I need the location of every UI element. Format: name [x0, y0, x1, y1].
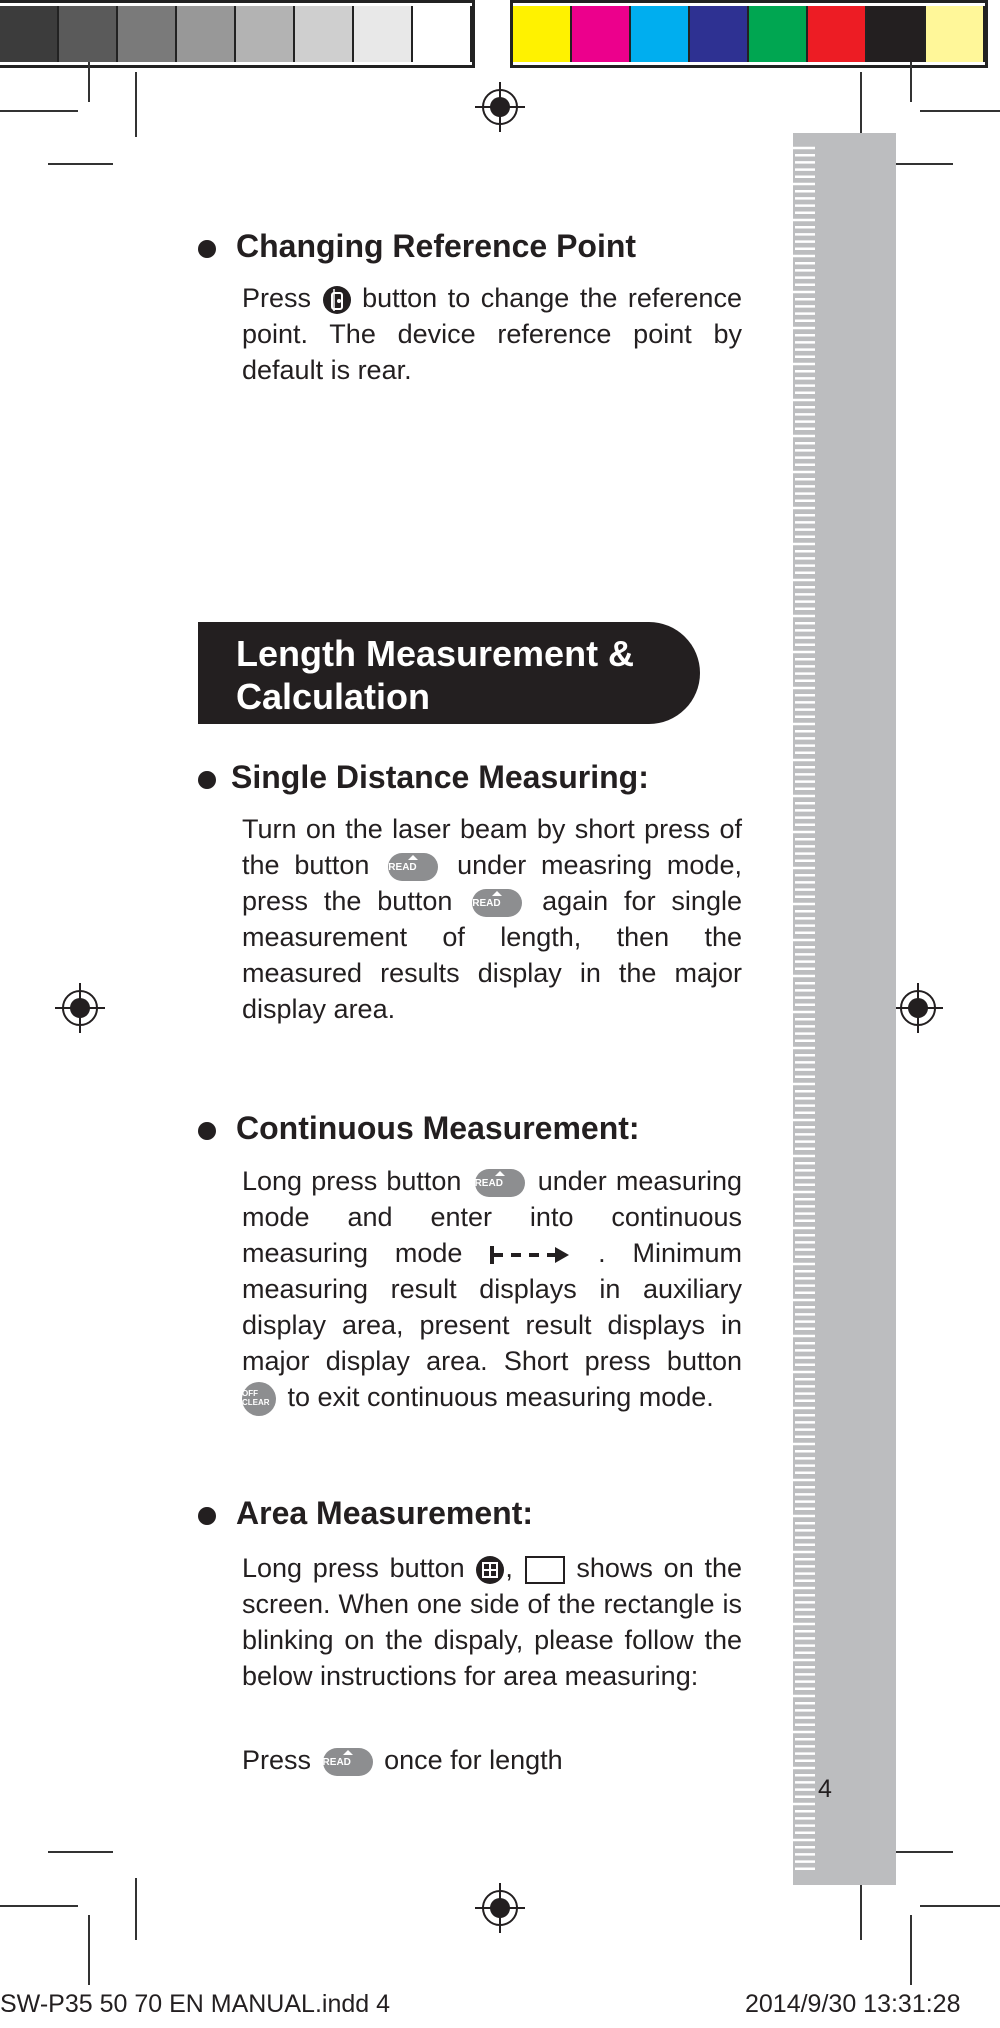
- read-button-icon: READ: [323, 1748, 373, 1776]
- area-text-2: ,: [505, 1553, 513, 1583]
- heading-area-measurement: Area Measurement:: [236, 1495, 533, 1531]
- single-text-1: Turn on the laser beam by short press of the button: [242, 814, 742, 880]
- crop-mark: [910, 62, 912, 102]
- page-number: 4: [818, 1775, 832, 1803]
- footer-datetime: 2014/9/30 13:31:28: [745, 1990, 961, 2018]
- color-swatch: [236, 6, 295, 62]
- press-text: Press: [242, 283, 312, 313]
- color-swatch: [690, 6, 749, 62]
- banner-line1: Length Measurement &: [236, 633, 635, 674]
- read-button-icon: READ: [475, 1169, 525, 1197]
- color-swatch: [631, 6, 690, 62]
- bullet-icon: [198, 1122, 216, 1140]
- crop-mark: [88, 1915, 90, 1985]
- paragraph-continuous: [242, 1163, 742, 1416]
- footer-file-name: SW-P35 50 70 EN MANUAL.indd 4: [0, 1990, 391, 2018]
- crop-mark: [888, 163, 953, 165]
- crop-mark: [135, 1878, 137, 1940]
- color-calibration-bar: [510, 0, 988, 68]
- reference-point-button-icon: [322, 284, 352, 316]
- bullet-icon: [198, 771, 216, 789]
- area-function-button-icon: [475, 1555, 505, 1585]
- continuous-text-4: to exit continuous measuring mode.: [287, 1382, 714, 1412]
- color-swatch: [177, 6, 236, 62]
- off-label: OFF: [242, 1388, 258, 1398]
- color-swatch: [749, 6, 808, 62]
- color-swatch: [118, 6, 177, 62]
- registration-mark-icon: [475, 1883, 525, 1933]
- crop-mark: [860, 1878, 862, 1940]
- rectangle-display-icon: [524, 1555, 566, 1585]
- color-swatch: [926, 6, 985, 62]
- crop-mark: [888, 1851, 953, 1853]
- crop-mark: [860, 72, 862, 137]
- area-text-3: shows on the screen. When one side of the rectangle is blinking on the dispaly, please follow the below instructions for area measuring:: [242, 1553, 742, 1691]
- bullet-icon: [198, 240, 216, 258]
- read-button-icon: READ: [472, 889, 522, 917]
- section-banner-length-measurement: [198, 622, 700, 724]
- registration-mark-icon: [475, 82, 525, 132]
- single-text-2: under measring mode, press the button: [242, 850, 742, 916]
- registration-mark-icon: [55, 983, 105, 1033]
- paragraph-area: [242, 1550, 742, 1694]
- color-swatch: [808, 6, 867, 62]
- continuous-text-2: under measuring mode and enter into continuous measuring mode: [242, 1166, 742, 1268]
- color-swatch: [867, 6, 926, 62]
- crop-mark: [920, 110, 1000, 112]
- heading-continuous-measurement: Continuous Measurement:: [236, 1110, 640, 1146]
- paragraph-area-press: [242, 1742, 742, 1778]
- color-swatch: [59, 6, 118, 62]
- crop-mark: [0, 110, 78, 112]
- area-text-1: Long press button: [242, 1553, 465, 1583]
- paragraph-reference-rest: point. The device reference point by default is rear.: [242, 319, 742, 385]
- crop-mark: [920, 1905, 1000, 1907]
- paragraph-reference-line1: [242, 280, 742, 316]
- paragraph-single-distance: [242, 811, 742, 1027]
- color-swatch: [0, 6, 59, 62]
- heading-changing-reference-point: Changing Reference Point: [236, 228, 637, 264]
- clear-label: CLEAR: [242, 1397, 270, 1407]
- bullet-icon: [198, 1507, 216, 1525]
- crop-mark: [48, 1851, 113, 1853]
- area-press-text: Press: [242, 1745, 312, 1775]
- crop-mark: [88, 62, 90, 102]
- color-swatch: [413, 6, 472, 62]
- area-press-rest: once for length: [384, 1745, 563, 1775]
- single-text-3: again for single measurement of length, then the measured results display in the major display area.: [242, 886, 742, 1024]
- continuous-text-1: Long press button: [242, 1166, 462, 1196]
- color-swatch: [295, 6, 354, 62]
- crop-mark: [135, 72, 137, 137]
- crop-mark: [910, 1915, 912, 1985]
- registration-mark-icon: [893, 983, 943, 1033]
- color-swatch: [513, 6, 572, 62]
- read-button-icon: READ: [388, 853, 438, 881]
- color-swatch: [572, 6, 631, 62]
- banner-line2: Calculation: [236, 676, 431, 717]
- side-ruler: [758, 133, 896, 1885]
- off-clear-button-icon: [242, 1382, 276, 1416]
- continuous-text-3: . Minimum measuring result displays in auxiliary display area, present result displays in major display area. Short press button: [242, 1238, 742, 1376]
- heading-single-distance-measuring: Single Distance Measuring:: [231, 759, 649, 795]
- color-swatch: [354, 6, 413, 62]
- gray-calibration-bar: [0, 0, 475, 68]
- crop-mark: [0, 1905, 78, 1907]
- continuous-mode-arrow-icon: [489, 1244, 571, 1266]
- crop-mark: [48, 163, 113, 165]
- reference-line1-text: button to change the reference: [362, 283, 742, 313]
